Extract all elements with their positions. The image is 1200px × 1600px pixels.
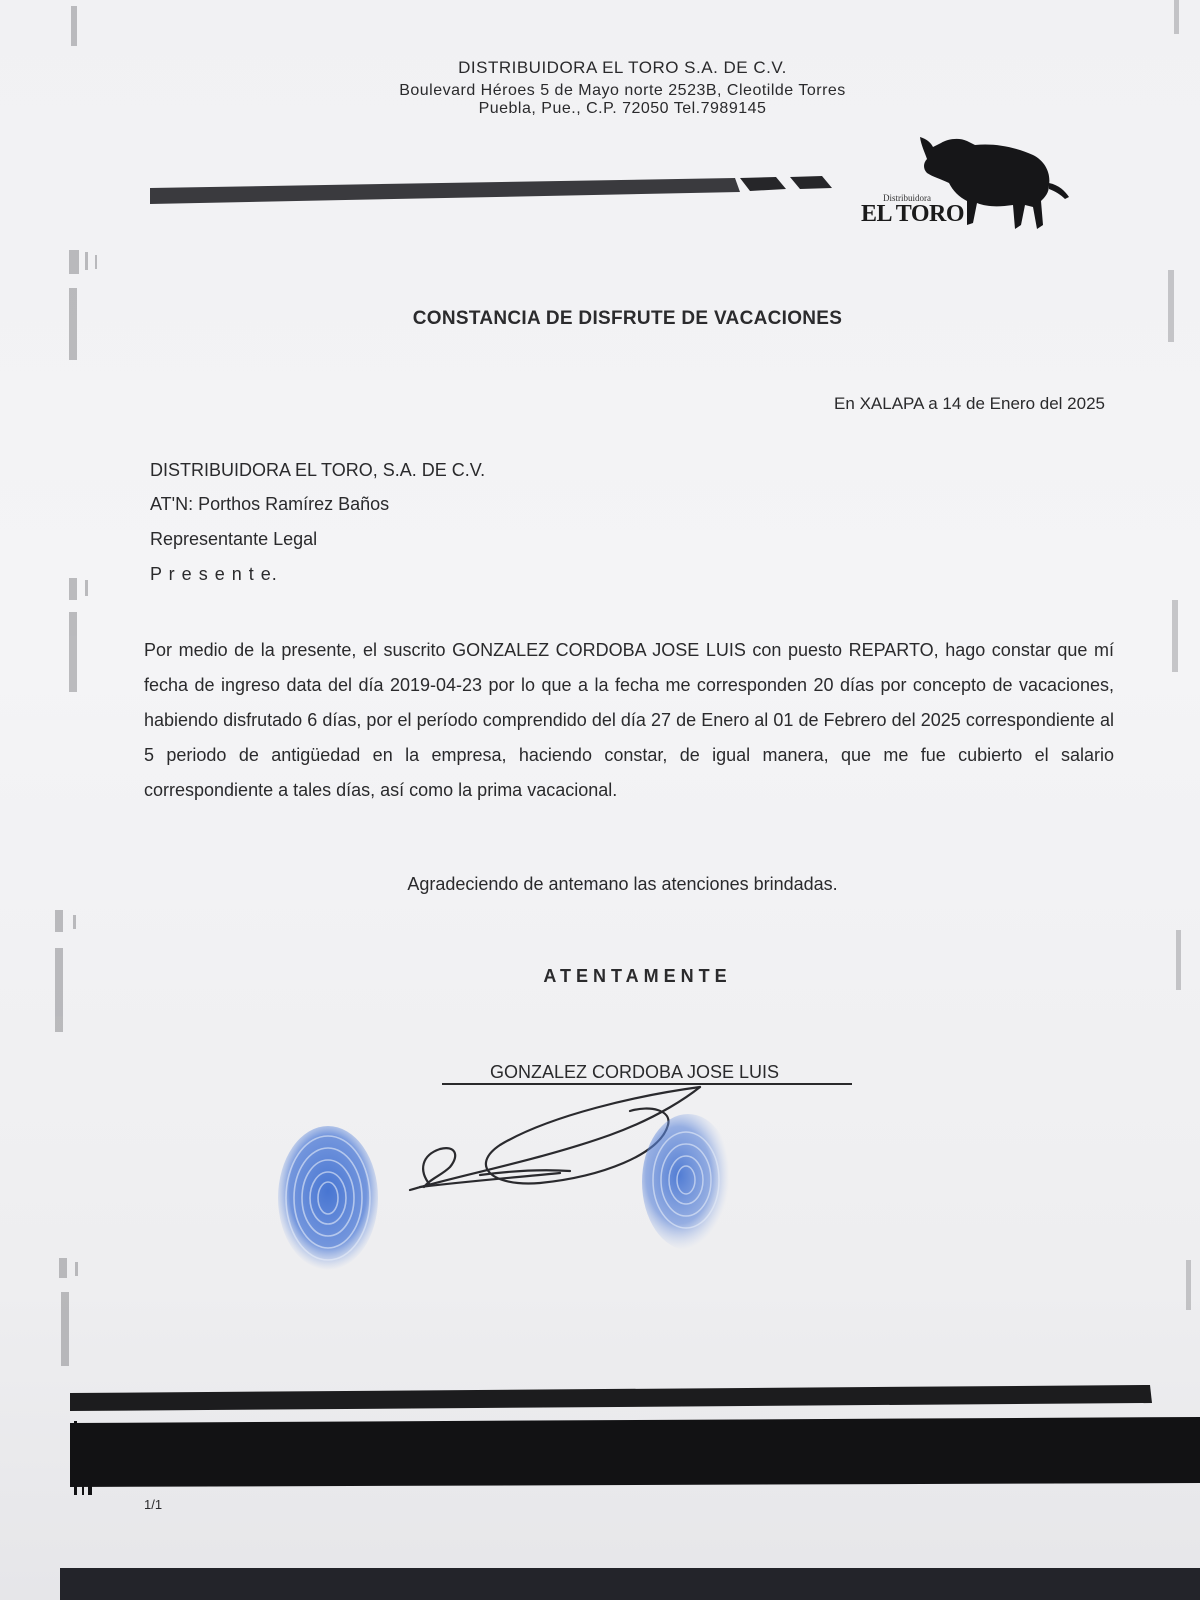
document-title: CONSTANCIA DE DISFRUTE DE VACACIONES bbox=[412, 308, 843, 329]
place-date: En XALAPA a 14 de Enero del 2025 bbox=[834, 394, 1105, 413]
addressee-attention: AT'N: Porthos Ramírez Baños bbox=[150, 494, 390, 514]
company-address: Boulevard Héroes 5 de Mayo norte 2523B, Cleotilde Torres bbox=[399, 82, 846, 99]
addressee-company: DISTRIBUIDORA EL TORO, S.A. DE C.V. bbox=[150, 460, 486, 480]
page-number: 1/1 bbox=[144, 1497, 163, 1512]
sign-off: ATENTAMENTE bbox=[543, 966, 732, 986]
closing-line: Agradeciendo de antemano las atenciones brindadas. bbox=[407, 874, 838, 894]
scan-margin-marks-right bbox=[1160, 0, 1200, 1600]
header-rule bbox=[150, 174, 850, 210]
addressee-presente: P r e s e n t e. bbox=[150, 564, 278, 584]
body-paragraph: Por medio de la presente, el suscrito GONZALEZ CORDOBA JOSE LUIS con puesto REPARTO, hago constar que mí fecha de ingreso data del día 2019-04-23 por lo que a la fecha me corresponden 20 días por concepto de vacaciones, habiendo disfrutado 6 días, por el período comprendido del día 27 de Enero al 01 de Febrero del 2025 correspondiente al 5 periodo de antigüedad en la empresa, haciendo constar, de igual manera, que me fue cubierto el salario correspondiente a tales días, así como la prima vacacional. bbox=[144, 640, 1114, 800]
footer-print-bands bbox=[70, 1385, 1200, 1495]
scan-margin-marks bbox=[55, 0, 125, 1600]
fingerprint-right bbox=[640, 1110, 755, 1260]
addressee-role: Representante Legal bbox=[150, 529, 318, 549]
logo-brand: EL TORO bbox=[861, 201, 964, 227]
logo-small-text: Distribuidora bbox=[883, 193, 931, 203]
company-name: DISTRIBUIDORA EL TORO S.A. DE C.V. bbox=[458, 58, 787, 77]
company-logo bbox=[855, 125, 1075, 240]
signatory-name: GONZALEZ CORDOBA JOSE LUIS bbox=[490, 1062, 780, 1082]
company-city-phone: Puebla, Pue., C.P. 72050 Tel.7989145 bbox=[478, 100, 767, 117]
background-surface bbox=[60, 1568, 1200, 1600]
fingerprint-left bbox=[270, 1118, 390, 1278]
